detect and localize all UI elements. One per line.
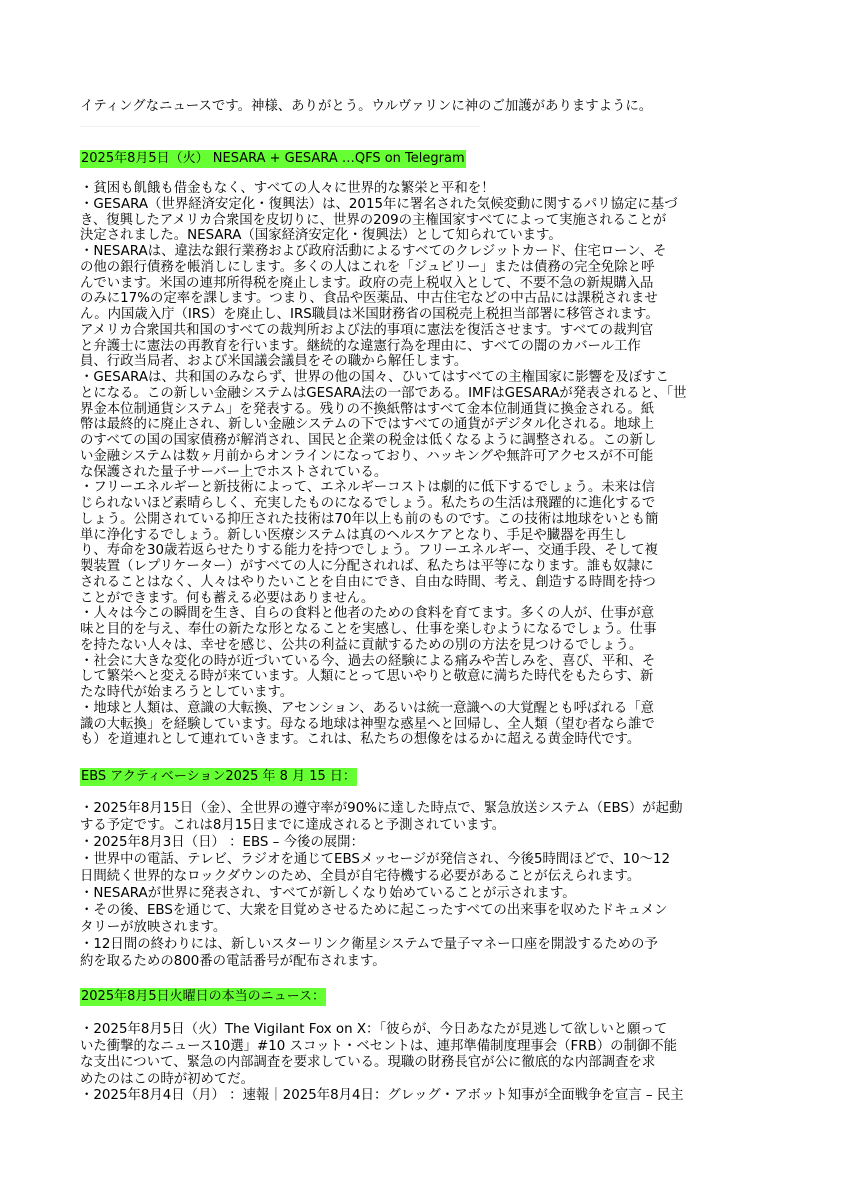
- text-line: 味と目的を与え、奉仕の新たな形となることを実感し、仕事を楽しむようになるでしょう。仕事: [80, 622, 657, 637]
- text-line: 製装置（レプリケーター）がすべての人に分配されれば、私たちは平等になります。誰も奴隷に: [80, 559, 654, 574]
- text-line: めたのはこの時が初めてだ。: [80, 1071, 255, 1087]
- text-line: 決定されました。NESARA（国家経済安定化・復興法）として知られています。: [80, 228, 562, 244]
- section-heading-nesara: 2025年8月5日（火） NESARA + GESARA …QFS on Telegram: [81, 151, 465, 166]
- intro-line: イティングなニュースです。神様、ありがとう。ウルヴァリンに神のご加護がありますように。: [80, 99, 653, 114]
- text-line: 員、行政当局者、および米国議会議員をその職から解任します。: [80, 354, 468, 370]
- text-line: 界金本位制通貨システム」を発表する。残りの不換紙幣はすべて金本位制通貨に換金される。紙: [80, 401, 655, 417]
- text-line: とになる。この新しい金融システムはGESARA法の一部である。IMFはGESARAが発表されると、「世: [80, 385, 687, 401]
- text-line: しょう。公開されている抑圧された技術は70年以上も前のものです。この技術は地球をいとも簡: [80, 511, 659, 527]
- text-line: と弁護士に憲法の再教育を行います。継続的な違憲行為を理由に、すべての闇のカバール工作: [80, 338, 641, 354]
- section-heading-ebs: EBS アクティベーション2025 年 8 月 15 日：: [81, 769, 356, 784]
- text-line: 幣は最終的に廃止され、新しい金融システムの下ではすべての通貨がデジタル化される。地球上: [80, 417, 655, 433]
- text-line: ・2025年8月3日（日） ：EBS – 今後の展開：: [80, 835, 364, 850]
- divider: [80, 126, 480, 127]
- text-line: ん。内国歳入庁（IRS）を廃止し、IRS職員は米国財務省の国税売上税担当部署に移管されます。: [80, 307, 659, 322]
- text-line: ・フリーエネルギーと新技術によって、エネルギーコストは劇的に低下するでしょう。未来は信: [80, 480, 655, 496]
- text-line: の他の銀行債務を帳消しにします。多くの人はこれを「ジュビリー」または債務の完全免除と呼: [80, 259, 655, 275]
- text-line: ・人々は今この瞬間を生き、自らの食料と他者のための食料を育てます。多くの人が、仕事が意: [80, 606, 655, 622]
- text-line: タリーが放映されます。: [80, 920, 227, 935]
- text-line: 日間続く世界的なロックダウンのため、全員が自宅待機する必要があることが伝えられます。: [80, 869, 641, 884]
- text-line: 約を取るための800番の電話番号が配布されます。: [80, 954, 386, 969]
- text-line: されることはなく、人々はやりたいことを自由にでき、自由な時間、考え、創造する時間を持つ: [80, 574, 656, 590]
- text-line: のすべての国の国家債務が解消され、国民と企業の税金は低くなるように調整される。この新し: [80, 433, 657, 448]
- text-line: のみに17%の定率を課します。つまり、食品や医薬品、中古住宅などの中古品には課税されませ: [80, 291, 658, 307]
- text-line: ・2025年8月15日（金）、全世界の遵守率が90%に達した時点で、緊急放送システム（EBS）が起動: [80, 801, 683, 816]
- text-line: いた衝撃的なニュース10選」#10 スコット・ベセントは、連邦準備制度理事会（FRB）の制御不能: [80, 1038, 678, 1054]
- text-line: アメリカ合衆国共和国のすべての裁判所および法的事項に憲法を復活させます。すべての裁判官: [80, 322, 654, 338]
- text-line: ・2025年8月5日（火）The Vigilant Fox on X：「彼らが、今日あなたが見逃して欲しいと願って: [80, 1022, 668, 1037]
- text-line: き、復興したアメリカ合衆国を皮切りに、世界の209の主権国家すべてによって実施されることが: [80, 212, 667, 228]
- text-line: ことができます。何も蓄える必要はありません。: [80, 590, 375, 606]
- text-line: ・NESARAは、違法な銀行業務および政府活動によるすべてのクレジットカード、住宅ローン、そ: [80, 244, 667, 259]
- text-line: な保護された量子サーバー上でホストされている。: [80, 464, 388, 480]
- text-line: ・社会に大きな変化の時が近づいている今、過去の経験による痛みや苦しみを、喜び、平和、そ: [80, 653, 656, 669]
- text-line: ・世界中の電話、テレビ、ラジオを通じてEBSメッセージが発信され、今後5時間ほどで、10～12: [80, 852, 671, 867]
- text-line: ・2025年8月4日（月） ：速報｜2025年8月4日：グレッグ・アボット知事が全面戦争を宣言 – 民主: [80, 1088, 684, 1103]
- section-heading-real-news: 2025年8月5日火曜日の本当のニュース：: [81, 989, 325, 1004]
- text-line: ・GESARA（世界経済安定化・復興法）は、2015年に署名された気候変動に関するパリ協定に基づ: [80, 196, 678, 212]
- text-line: 単に浄化するでしょう。新しい医療システムは真のヘルスケアとなり、手足や臓器を再生し: [80, 527, 628, 543]
- text-line: ・GESARAは、共和国のみならず、世界の他の国々、ひいてはすべての主権国家に影響を及ぼすこ: [80, 370, 669, 385]
- text-line: を持たない人々は、幸せを感じ、公共の利益に貢献するための別の方法を見つけるでしょう。: [80, 637, 643, 653]
- text-line: ・貧困も飢餓も借金もなく、すべての人々に世界的な繁栄と平和を！: [80, 181, 495, 196]
- text-line: も）を道連れとして連れていきます。これは、私たちの想像をはるかに超える黄金時代です。: [80, 732, 641, 748]
- text-line: じられないほど素晴らしく、充実したものになるでしょう。私たちの生活は飛躍的に進化するで: [80, 496, 656, 511]
- text-line: たな時代が始まろうとしています。: [80, 685, 294, 700]
- text-line: り、寿命を30歳若返らせたりする能力を持つでしょう。フリーエネルギー、交通手段、そして複: [80, 543, 658, 559]
- text-line: して繁栄へと変える時が来ています。人類にとって思いやりと敬意に満ちた時代をもたらす、新: [80, 669, 654, 685]
- text-line: んでいます。米国の連邦所得税を廃止します。政府の売上税収入として、不要不急の新規購入品: [80, 275, 654, 291]
- text-line: ・12日間の終わりには、新しいスターリンク衛星システムで量子マネー口座を開設するための予: [80, 937, 658, 952]
- text-line: い金融システムは数ヶ月前からオンラインになっており、ハッキングや無許可アクセスが不可能: [80, 448, 654, 464]
- text-line: ・その後、EBSを通じて、大衆を目覚めさせるために起こったすべての出来事を収めたドキュメン: [80, 903, 668, 918]
- text-line: ・NESARAが世界に発表され、すべてが新しくなり始めていることが示されます。: [80, 886, 576, 901]
- text-line: する予定です。これは8月15日までに達成されると予測されています。: [80, 818, 506, 833]
- text-line: 識の大転換」を経験しています。母なる地球は神聖な惑星へと回帰し、全人類（望む者なら誰で: [80, 716, 655, 732]
- text-line: ・地球と人類は、意識の大転換、アセンション、あるいは統一意識への大覚醒とも呼ばれる「意: [80, 700, 654, 716]
- text-line: な支出について、緊急の内部調査を要求している。現職の財務長官が公に徹底的な内部調査を求: [80, 1055, 656, 1070]
